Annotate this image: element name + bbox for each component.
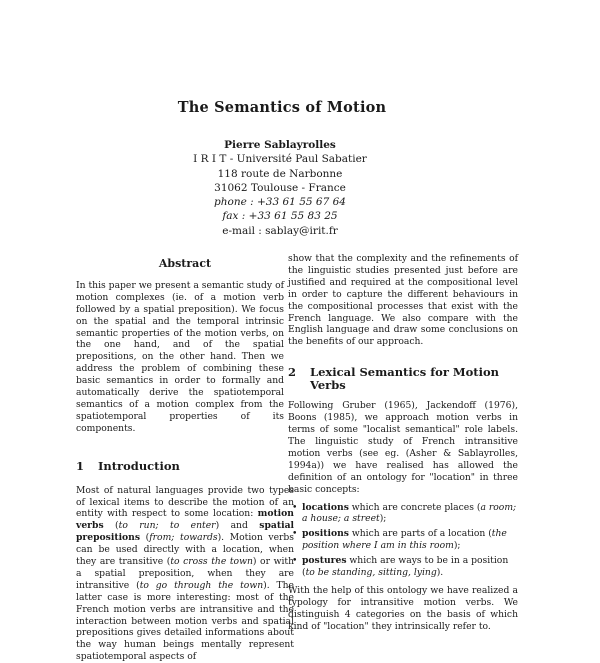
section-1-title: Introduction [98, 458, 180, 473]
right-column [288, 253, 518, 633]
list-item: • locations which are concrete places (a room; a house; a street); [302, 502, 518, 526]
list-item: • postures which are ways to be in a position (to be standing, sitting, lying). [302, 555, 518, 579]
intro-continuation: show that the complexity and the refinements of the linguistic studies presented just before are justified and required at the compositional level in order to capture the different behaviours in the compositional processes that exist with the French language. We also compare with the English language and draw some conclusions on the benefits of our approach. [288, 253, 518, 348]
section-1-number: 1 [76, 458, 85, 473]
intro-paragraph: Most of natural languages provide two types of lexical items to describe the motion of an entity with respect to some location: motion verbs (to run; to enter) and spatial prepositions (from; towards). Motion verbs can be used directly with a location, when they are transitive (to cross the town) or with a spatial preposition, when they are intransitive (to go through the town). The latter case is more interesting: most of the French motion verbs are intransitive and the interaction between motion verbs and spatial prepositions gives detailed informations about the way human beings mentally represent spatiotemporal aspects of [76, 484, 295, 663]
paper-title: The Semantics of Motion [177, 99, 387, 116]
author-block [0, 138, 560, 238]
section-2-paragraph-1: Following Gruber (1965), Jackendoff (1976), Boons (1985), we approach motion verbs in terms of some "localist semantical" role labels. The linguistic study of French intransitive motion verbs (see eg. (Asher & Sablayrolles, 1994a)) we have realised has allowed the definition of an ontology for "location" in three basic concepts: [288, 400, 518, 495]
concept-list [288, 502, 518, 579]
email-address: e-mail : sablay@irit.fr [222, 224, 338, 237]
affiliation: I R I T - Université Paul Sabatier [193, 153, 367, 166]
list-item: • positions which are parts of a location (the position where I am in this room); [302, 528, 518, 552]
fax-number: fax : +33 61 55 83 25 [222, 210, 338, 223]
section-2-title: Lexical Semantics for Motion Verbs [310, 365, 500, 393]
phone-number: phone : +33 61 55 67 64 [214, 196, 346, 209]
author-name: Pierre Sablayrolles [224, 139, 336, 151]
left-column [76, 258, 294, 663]
section-2-paragraph-2: With the help of this ontology we have realized a typology for intransitive motion verbs. We distinguish 4 categories on the basis of which kind of "location" they intrinsically refer to. [288, 584, 518, 632]
abstract-text: In this paper we present a semantic study of motion complexes (ie. of a motion verb followed by a spatial preposition). We focus on the spatial and the temporal intrinsic semantic properties of the motion verbs, on the one hand, and of the spatial prepositions, on the other hand. Then we address the problem of combining these basic semantics in order to formally and automatically derive the spatiotemporal semantics of a motion complex from the spatiotemporal properties of its components. [76, 279, 284, 434]
section-1-heading [76, 458, 294, 473]
address-street: 118 route de Narbonne [217, 167, 343, 180]
section-2-heading [288, 366, 518, 392]
address-city: 31062 Toulouse - France [214, 181, 346, 194]
section-2-number: 2 [288, 365, 297, 380]
abstract-heading: Abstract [158, 257, 212, 270]
